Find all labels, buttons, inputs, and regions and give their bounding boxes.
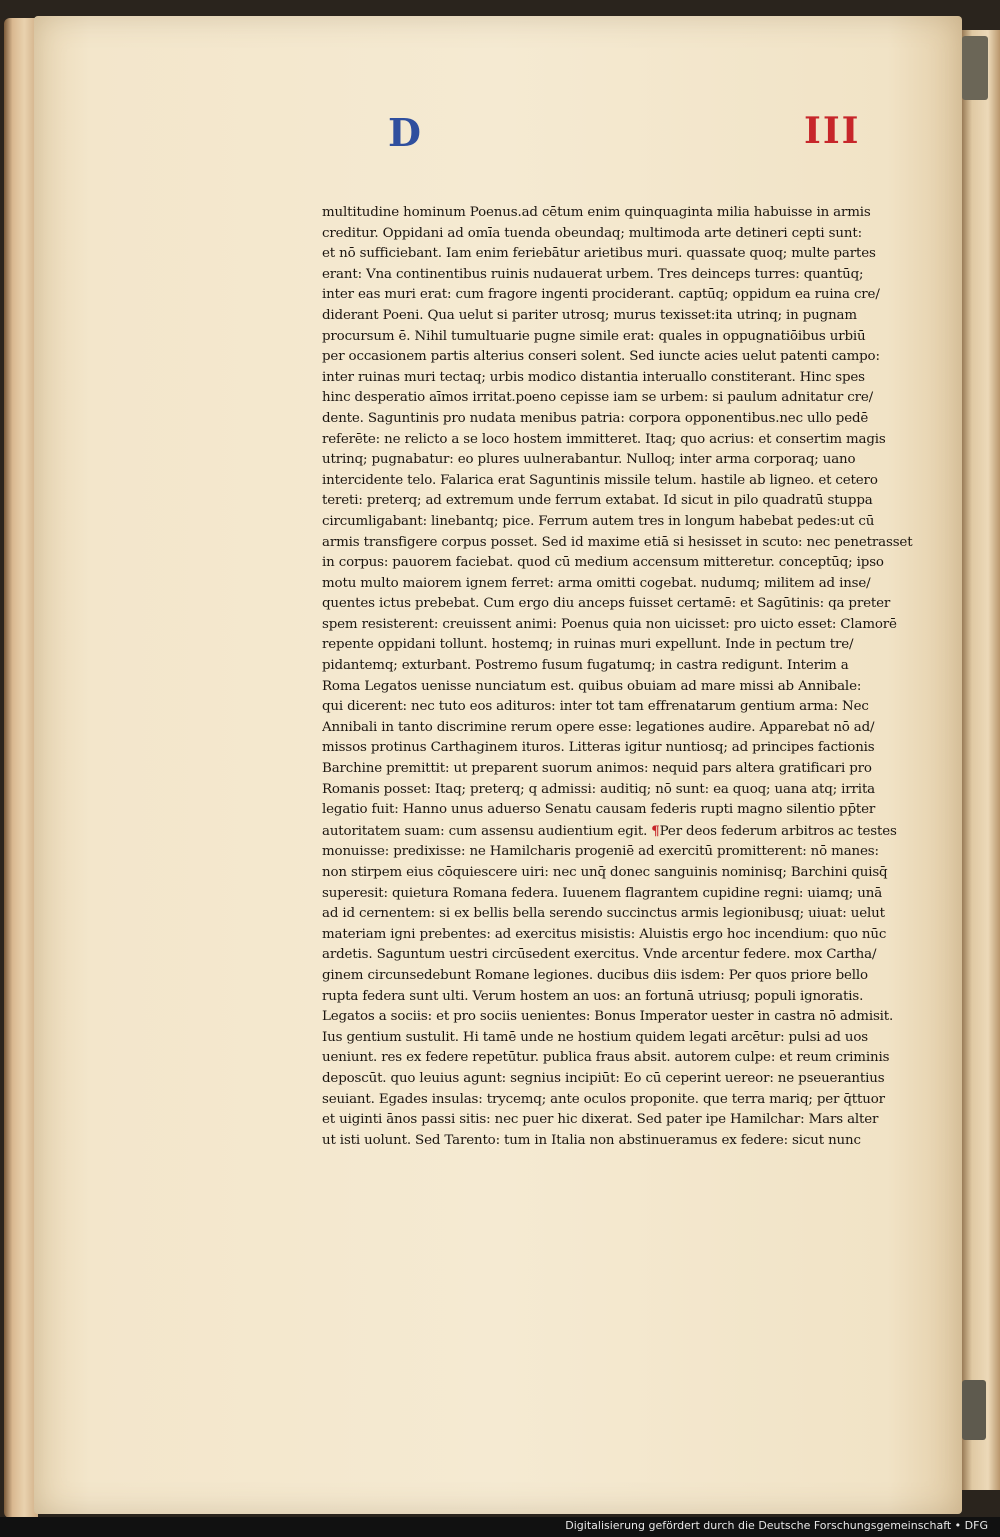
clasp-strap-top <box>962 36 988 100</box>
text-line <box>322 1110 914 1131</box>
text-line-content: deposcūt. quo leuius agunt: segnius incipiūt: Eo cū ceperint uereor: ne pseuerantius <box>322 1070 885 1086</box>
text-line-content: hinc desperatio aīmos irritat.poeno cepisse iam se urbem: si paulum adnitatur cre/ <box>322 390 873 406</box>
text-line-content: multitudine hominum Poenus.ad cētum enim quinquaginta milia habuisse in armis <box>322 205 871 220</box>
text-line-content: armis transfigere corpus posset. Sed id maxime etiā si hesisset in scuto: nec penetrasset <box>322 534 913 550</box>
text-line <box>322 615 914 636</box>
text-line <box>322 574 914 595</box>
text-line <box>322 306 914 327</box>
text-line <box>322 409 914 430</box>
text-line-content: repente oppidani tollunt. hostemq; in ruinas muri expellunt. Inde in pectum tre/ <box>322 637 854 653</box>
text-line <box>322 656 914 677</box>
text-line-content: Barchine premittit: ut preparent suorum animos: nequid pars altera gratificari pro <box>322 761 872 777</box>
text-line <box>322 759 914 780</box>
text-line-content: procursum ē. Nihil tumultuarie pugne simile erat: quales in oppugnatiōibus urbiū <box>322 328 866 344</box>
running-head-letter: D <box>388 110 421 155</box>
text-line-content: qui dicerent: nec tuto eos adituros: inter tot tam effrenatarum gentium arma: Nec <box>322 699 869 715</box>
text-line-content: creditur. Oppidani ad omīa tuenda obeundaq; multimoda arte detineri cepti sunt: <box>322 225 862 241</box>
text-line <box>322 925 914 946</box>
text-line <box>322 471 914 492</box>
text-line-content: legatio fuit: Hanno unus aduerso Senatu causam federis rupti magno silentio pp̄ter <box>322 802 876 818</box>
clasp-strap-bottom <box>962 1380 986 1440</box>
text-line-content: ardetis. Saguntum uestri circūsedent exercitus. Vnde arcentur federe. mox Cartha/ <box>322 947 877 963</box>
text-line <box>322 1028 914 1049</box>
text-line-content: rupta federa sunt ulti. Verum hostem an uos: an fortunā utriusq; populi ignoratis. <box>322 988 864 1004</box>
text-line <box>322 594 914 615</box>
text-line-content: diderant Poeni. Qua uelut si pariter utrosq; murus texisset:ita utrinq; in pugnam <box>322 307 857 323</box>
text-line-content: quentes ictus prebebat. Cum ergo diu anceps fuisset certamē: et Sagūtinis: qa preter <box>322 596 891 612</box>
text-line <box>322 697 914 718</box>
text-line <box>322 904 914 925</box>
text-line-content: utrinq; pugnabatur: eo plures uulnerabantur. Nulloq; inter arma corporaq; uano <box>322 452 856 468</box>
left-page-edges <box>4 18 38 1518</box>
text-line <box>322 244 914 265</box>
text-line-content: in corpus: pauorem faciebat. quod cū medium accensum mitteretur. conceptūq; ipso <box>322 555 884 571</box>
text-line <box>322 1048 914 1069</box>
text-line <box>322 1131 914 1152</box>
text-line <box>322 821 914 843</box>
text-line-content: et nō sufficiebant. Iam enim feriebātur arietibus muri. quassate quoq; multe partes <box>322 246 876 262</box>
text-line <box>322 842 914 863</box>
body-text <box>322 203 914 1151</box>
text-line-content: per occasionem partis alterius conseri solent. Sed iuncte acies uelut patenti campo: <box>322 349 880 365</box>
text-line <box>322 285 914 306</box>
text-line-content: Roma Legatos uenisse nunciatum est. quibus obuiam ad mare missi ab Annibale: <box>322 678 862 694</box>
text-line-content: intercidente telo. Falarica erat Saguntinis missile telum. hastile ab ligneo. et cetero <box>322 472 878 488</box>
text-line <box>322 388 914 409</box>
text-line-content: spem resisterent: creuissent animi: Poenus quia non uicisset: pro uicto esset: Clamorē <box>322 616 897 632</box>
text-line-content: ad id cernentem: si ex bellis bella serendo succinctus armis legionibusq; uiuat: uelut <box>322 906 885 922</box>
text-line <box>322 450 914 471</box>
text-line <box>322 491 914 512</box>
text-line <box>322 800 914 821</box>
text-line <box>322 1069 914 1090</box>
text-line-content: monuisse: predixisse: ne Hamilcharis progeniē ad exercitū promitterent: nō manes: <box>322 844 879 860</box>
text-line-content: motu multo maiorem ignem ferret: arma omitti cogebat. nudumq; militem ad inse/ <box>322 575 871 591</box>
text-line-content: missos protinus Carthaginem ituros. Litteras igitur nuntiosq; ad principes factionis <box>322 740 875 756</box>
text-line <box>322 738 914 759</box>
text-line <box>322 512 914 533</box>
text-line <box>322 430 914 451</box>
paragraph-mark-icon: ¶ <box>651 822 660 839</box>
text-line <box>322 347 914 368</box>
text-line <box>322 1007 914 1028</box>
text-line-content: ginem circunsedebunt Romane legiones. ducibus diis isdem: Per quos priore bello <box>322 967 868 983</box>
text-line <box>322 327 914 348</box>
right-page-edges <box>960 30 1000 1490</box>
text-line-content: Ius gentium sustulit. Hi tamē unde ne hostium quidem legati arcētur: pulsi ad uos <box>322 1029 869 1045</box>
text-line-content: pidantemq; exturbant. Postremo fusum fugatumq; in castra redigunt. Interim a <box>322 658 849 674</box>
text-line <box>322 780 914 801</box>
paragraph-continuation: Per deos federum arbitros ac testes <box>659 823 897 839</box>
digitization-credit: Digitalisierung gefördert durch die Deutsche Forschungsgemeinschaft • DFG <box>565 1519 988 1532</box>
text-line-content: ueniunt. res ex federe repetūtur. publica fraus absit. autorem culpe: et reum criminis <box>322 1050 890 1066</box>
text-line <box>322 863 914 884</box>
text-line-content: materiam igni prebentes: ad exercitus misistis: Aluistis ergo hoc incendium: quo nūc <box>322 926 887 942</box>
text-line-content: inter eas muri erat: cum fragore ingenti prociderant. captūq; oppidum ea ruina cre/ <box>322 287 880 303</box>
text-line <box>322 987 914 1008</box>
text-line-content: Legatos a sociis: et pro sociis uenientes: Bonus Imperator uester in castra nō admisit. <box>322 1009 894 1025</box>
text-line <box>322 553 914 574</box>
text-line-content: tereti: preterq; ad extremum unde ferrum extabat. Id sicut in pilo quadratū stuppa <box>322 493 873 509</box>
text-line <box>322 718 914 739</box>
text-line-content: seuiant. Egades insulas: trycemq; ante oculos proponite. que terra mariq; per q̄ttuor <box>322 1091 885 1107</box>
text-line-content: ut isti uolunt. Sed Tarento: tum in Italia non abstinueramus ex federe: sicut nunc <box>322 1132 861 1148</box>
text-line <box>322 368 914 389</box>
running-head-numeral: III <box>804 110 861 152</box>
text-line-content: Romanis posset: Itaq; preterq; q admissi: auditiq; nō sunt: ea quoq; uana atq; irrita <box>322 781 876 797</box>
footer-bar <box>0 1517 1000 1537</box>
text-line <box>322 265 914 286</box>
text-line-content: referēte: ne relicto a se loco hostem immitteret. Itaq; quo acrius: et consertim magis <box>322 431 886 447</box>
text-line-content: circumligabant: linebantq; pice. Ferrum autem tres in longum habebat pedes:ut cū <box>322 513 875 529</box>
text-line-content: et uiginti ānos passi sitis: nec puer hic dixerat. Sed pater ipe Hamilchar: Mars alter <box>322 1112 879 1128</box>
text-line-content: autoritatem suam: cum assensu audientium egit. <box>322 823 652 839</box>
text-line <box>322 635 914 656</box>
text-line <box>322 884 914 905</box>
text-line <box>322 203 914 224</box>
text-line <box>322 966 914 987</box>
text-line-content: inter ruinas muri tectaq; urbis modico distantia interuallo constiterant. Hinc spes <box>322 369 865 385</box>
text-line-content: superesit: quietura Romana federa. Iuuenem flagrantem cupidine regni: uiamq; unā <box>322 885 883 901</box>
text-line <box>322 677 914 698</box>
text-line <box>322 1090 914 1111</box>
text-line-content: dente. Saguntinis pro nudata menibus patria: corpora opponentibus.nec ullo pedē <box>322 410 869 426</box>
text-line <box>322 224 914 245</box>
text-line <box>322 533 914 554</box>
text-line-content: Annibali in tanto discrimine rerum opere esse: legationes audire. Apparebat nō ad/ <box>322 719 875 735</box>
text-line <box>322 945 914 966</box>
text-line-content: non stirpem eius cōquiescere uiri: nec unq̄ donec sanguinis nominisq; Barchini quisq̄ <box>322 865 888 880</box>
text-line-content: erant: Vna continentibus ruinis nudauerat urbem. Tres deinceps turres: quantūq; <box>322 266 864 282</box>
